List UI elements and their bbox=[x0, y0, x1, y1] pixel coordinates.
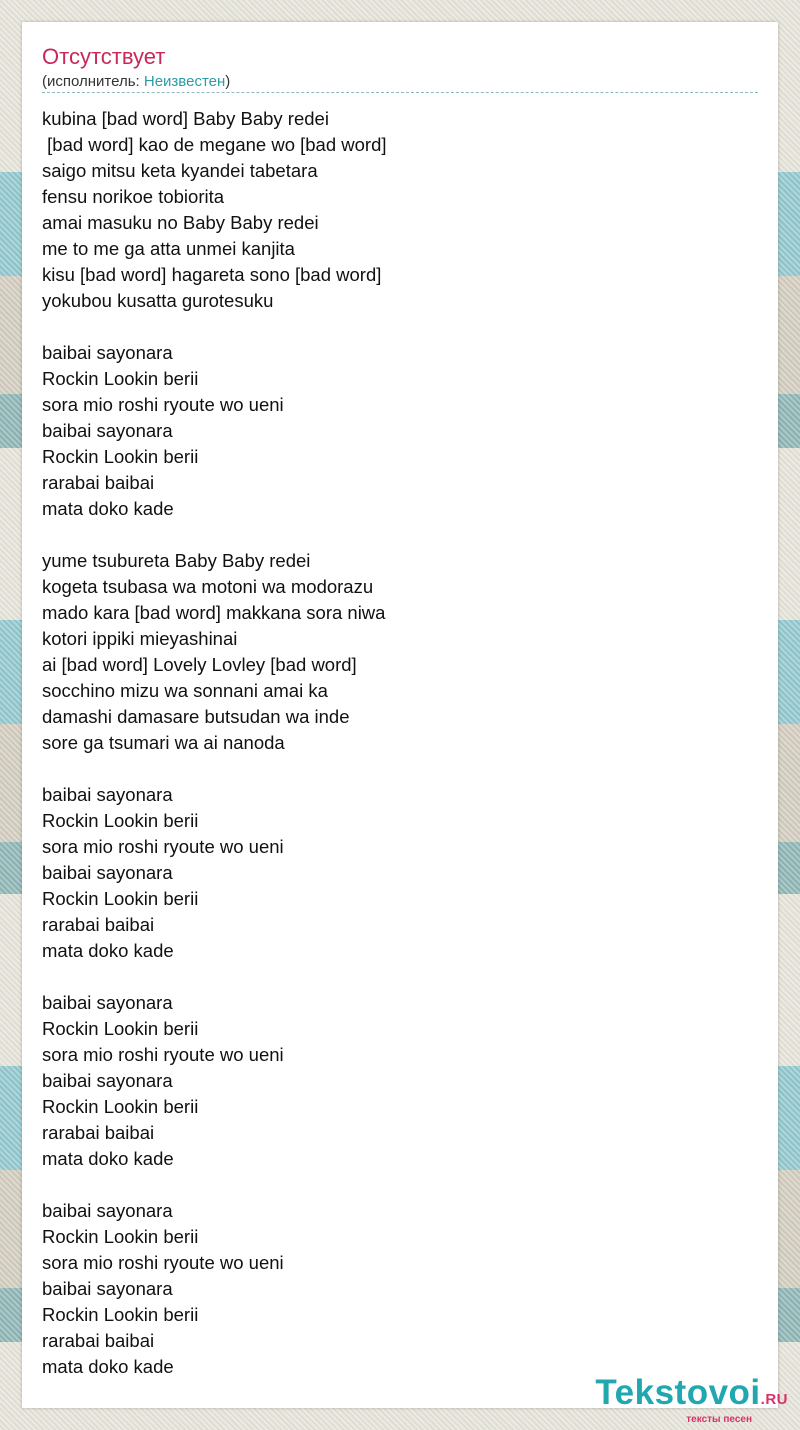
lyrics-line: ai [bad word] Lovely Lovley [bad word] bbox=[42, 654, 357, 675]
lyrics-line: kogeta tsubasa wa motoni wa modorazu bbox=[42, 576, 374, 597]
logo-tld-text: .RU bbox=[760, 1391, 788, 1408]
song-title: Отсутствует bbox=[42, 44, 166, 69]
lyrics-line: baibai sayonara bbox=[42, 862, 173, 883]
lyrics-line: baibai sayonara bbox=[42, 1278, 173, 1299]
lyrics-line: sora mio roshi ryoute wo ueni bbox=[42, 394, 284, 415]
lyrics-line: socchino mizu wa sonnani amai ka bbox=[42, 680, 328, 701]
lyrics-line: mata doko kade bbox=[42, 1356, 174, 1377]
artist-prefix: (исполнитель: bbox=[42, 73, 144, 90]
lyrics-line: kubina [bad word] Baby Baby redei bbox=[42, 108, 329, 129]
lyrics-line: rarabai baibai bbox=[42, 914, 155, 935]
lyrics-line: fensu norikoe tobiorita bbox=[42, 186, 225, 207]
lyrics-line: baibai sayonara bbox=[42, 1070, 173, 1091]
lyrics-line: baibai sayonara bbox=[42, 420, 173, 441]
lyrics-line: rarabai baibai bbox=[42, 1122, 155, 1143]
lyrics-line: mata doko kade bbox=[42, 498, 174, 519]
lyrics-card bbox=[22, 22, 778, 1408]
title-divider bbox=[42, 92, 758, 93]
lyrics-line: sore ga tsumari wa ai nanoda bbox=[42, 732, 285, 753]
lyrics-line: Rockin Lookin berii bbox=[42, 1226, 199, 1247]
lyrics-line: mata doko kade bbox=[42, 940, 174, 961]
artist-link[interactable]: Неизвестен bbox=[143, 73, 226, 90]
lyrics-line: rarabai baibai bbox=[42, 472, 155, 493]
lyrics-line: Rockin Lookin berii bbox=[42, 1018, 199, 1039]
lyrics-line: sora mio roshi ryoute wo ueni bbox=[42, 1044, 284, 1065]
artist-suffix: ) bbox=[225, 73, 231, 90]
lyrics-line: rarabai baibai bbox=[42, 1330, 155, 1351]
lyrics-line: baibai sayonara bbox=[42, 784, 173, 805]
lyrics-line: yokubou kusatta gurotesuku bbox=[42, 290, 274, 311]
lyrics-line: mado kara [bad word] makkana sora niwa bbox=[42, 602, 386, 623]
logo-main-text: Tekstovoi bbox=[595, 1373, 761, 1412]
lyrics-line: baibai sayonara bbox=[42, 1200, 173, 1221]
lyrics-line: yume tsubureta Baby Baby redei bbox=[42, 550, 311, 571]
lyrics-line: damashi damasare butsudan wa inde bbox=[42, 706, 350, 727]
artist-line bbox=[42, 73, 230, 91]
lyrics-line: Rockin Lookin berii bbox=[42, 446, 199, 467]
lyrics-line: kisu [bad word] hagareta sono [bad word] bbox=[42, 264, 382, 285]
lyrics-line: mata doko kade bbox=[42, 1148, 174, 1169]
lyrics-text bbox=[42, 106, 387, 1380]
lyrics-line: me to me ga atta unmei kanjita bbox=[42, 238, 295, 259]
lyrics-line: Rockin Lookin berii bbox=[42, 1096, 199, 1117]
lyrics-line: sora mio roshi ryoute wo ueni bbox=[42, 1252, 284, 1273]
lyrics-line: baibai sayonara bbox=[42, 992, 173, 1013]
site-logo[interactable] bbox=[595, 1373, 788, 1426]
lyrics-line: amai masuku no Baby Baby redei bbox=[42, 212, 319, 233]
lyrics-line: Rockin Lookin berii bbox=[42, 810, 199, 831]
lyrics-line: sora mio roshi ryoute wo ueni bbox=[42, 836, 284, 857]
lyrics-line: Rockin Lookin berii bbox=[42, 888, 199, 909]
lyrics-line: Rockin Lookin berii bbox=[42, 368, 199, 389]
lyrics-line: saigo mitsu keta kyandei tabetara bbox=[42, 160, 318, 181]
logo-subtitle: тексты песен bbox=[686, 1414, 752, 1425]
lyrics-line: Rockin Lookin berii bbox=[42, 1304, 199, 1325]
lyrics-line: baibai sayonara bbox=[42, 342, 173, 363]
lyrics-line: [bad word] kao de megane wo [bad word] bbox=[42, 134, 387, 155]
lyrics-line: kotori ippiki mieyashinai bbox=[42, 628, 238, 649]
